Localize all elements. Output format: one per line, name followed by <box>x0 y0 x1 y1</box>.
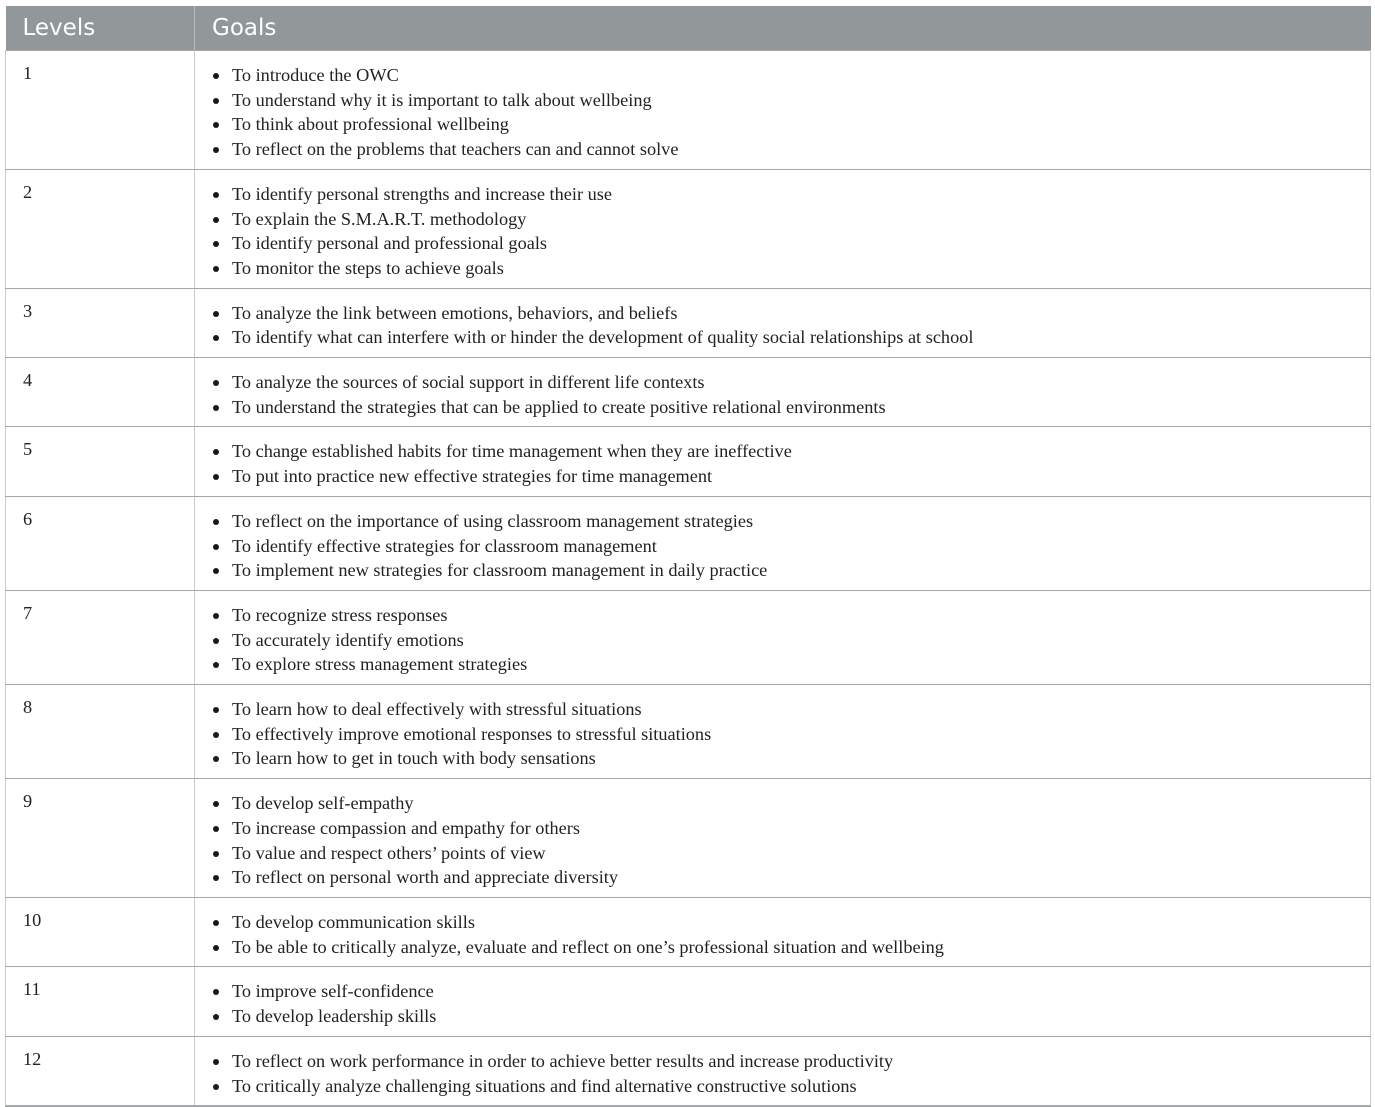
table-header-row <box>6 6 1371 51</box>
header-levels: Levels <box>6 6 195 51</box>
list-item: To develop leadership skills <box>213 1004 1370 1029</box>
list-item: To think about professional wellbeing <box>213 112 1370 137</box>
table-row <box>6 427 1371 496</box>
goals-list <box>213 791 1370 890</box>
level-cell: 4 <box>6 358 195 427</box>
list-item: To introduce the OWC <box>213 63 1370 88</box>
level-cell: 1 <box>6 51 195 170</box>
list-item: To explain the S.M.A.R.T. methodology <box>213 207 1370 232</box>
levels-goals-table <box>5 6 1371 1107</box>
level-cell: 5 <box>6 427 195 496</box>
table-row <box>6 1036 1371 1106</box>
goals-cell <box>195 169 1371 288</box>
goals-cell <box>195 685 1371 779</box>
list-item: To increase compassion and empathy for others <box>213 816 1370 841</box>
goals-cell <box>195 779 1371 898</box>
level-cell: 12 <box>6 1036 195 1106</box>
list-item: To reflect on work performance in order to achieve better results and increase productivity <box>213 1049 1370 1074</box>
list-item: To effectively improve emotional responses to stressful situations <box>213 722 1370 747</box>
level-cell: 11 <box>6 967 195 1036</box>
list-item: To implement new strategies for classroom management in daily practice <box>213 558 1370 583</box>
list-item: To develop communication skills <box>213 910 1370 935</box>
goals-cell <box>195 897 1371 966</box>
goals-cell <box>195 590 1371 684</box>
goals-cell <box>195 1036 1371 1106</box>
goals-cell <box>195 427 1371 496</box>
goals-list <box>213 182 1370 281</box>
list-item: To monitor the steps to achieve goals <box>213 256 1370 281</box>
goals-cell <box>195 288 1371 357</box>
list-item: To learn how to get in touch with body sensations <box>213 746 1370 771</box>
goals-list <box>213 979 1370 1028</box>
list-item: To put into practice new effective strategies for time management <box>213 464 1370 489</box>
list-item: To identify personal and professional goals <box>213 231 1370 256</box>
list-item: To identify effective strategies for classroom management <box>213 534 1370 559</box>
table-row <box>6 590 1371 684</box>
goals-list <box>213 910 1370 959</box>
table-row <box>6 779 1371 898</box>
goals-cell <box>195 51 1371 170</box>
list-item: To value and respect others’ points of view <box>213 841 1370 866</box>
list-item: To critically analyze challenging situations and find alternative constructive solutions <box>213 1074 1370 1099</box>
list-item: To understand why it is important to talk about wellbeing <box>213 88 1370 113</box>
table-row <box>6 288 1371 357</box>
list-item: To change established habits for time management when they are ineffective <box>213 439 1370 464</box>
list-item: To analyze the link between emotions, behaviors, and beliefs <box>213 301 1370 326</box>
list-item: To explore stress management strategies <box>213 652 1370 677</box>
list-item: To identify what can interfere with or hinder the development of quality social relationships at school <box>213 325 1370 350</box>
table-row <box>6 169 1371 288</box>
list-item: To reflect on the problems that teachers can and cannot solve <box>213 137 1370 162</box>
goals-list <box>213 697 1370 771</box>
table-body <box>6 51 1371 1107</box>
goals-list <box>213 439 1370 488</box>
level-cell: 7 <box>6 590 195 684</box>
table-row <box>6 967 1371 1036</box>
goals-list <box>213 370 1370 419</box>
level-cell: 2 <box>6 169 195 288</box>
goals-list <box>213 63 1370 162</box>
table-row <box>6 51 1371 170</box>
goals-list <box>213 301 1370 350</box>
goals-cell <box>195 967 1371 1036</box>
level-cell: 8 <box>6 685 195 779</box>
goals-cell <box>195 358 1371 427</box>
list-item: To accurately identify emotions <box>213 628 1370 653</box>
table-row <box>6 496 1371 590</box>
level-cell: 10 <box>6 897 195 966</box>
goals-table-container <box>5 6 1370 1107</box>
goals-list <box>213 1049 1370 1098</box>
list-item: To recognize stress responses <box>213 603 1370 628</box>
goals-list <box>213 509 1370 583</box>
list-item: To develop self-empathy <box>213 791 1370 816</box>
goals-list <box>213 603 1370 677</box>
table-row <box>6 685 1371 779</box>
list-item: To reflect on the importance of using classroom management strategies <box>213 509 1370 534</box>
list-item: To analyze the sources of social support in different life contexts <box>213 370 1370 395</box>
list-item: To understand the strategies that can be applied to create positive relational environments <box>213 395 1370 420</box>
list-item: To improve self-confidence <box>213 979 1370 1004</box>
list-item: To reflect on personal worth and appreciate diversity <box>213 865 1370 890</box>
level-cell: 9 <box>6 779 195 898</box>
level-cell: 6 <box>6 496 195 590</box>
table-row <box>6 897 1371 966</box>
table-row <box>6 358 1371 427</box>
list-item: To be able to critically analyze, evaluate and reflect on one’s professional situation and wellbeing <box>213 935 1370 960</box>
list-item: To learn how to deal effectively with stressful situations <box>213 697 1370 722</box>
list-item: To identify personal strengths and increase their use <box>213 182 1370 207</box>
level-cell: 3 <box>6 288 195 357</box>
header-goals: Goals <box>195 6 1371 51</box>
goals-cell <box>195 496 1371 590</box>
